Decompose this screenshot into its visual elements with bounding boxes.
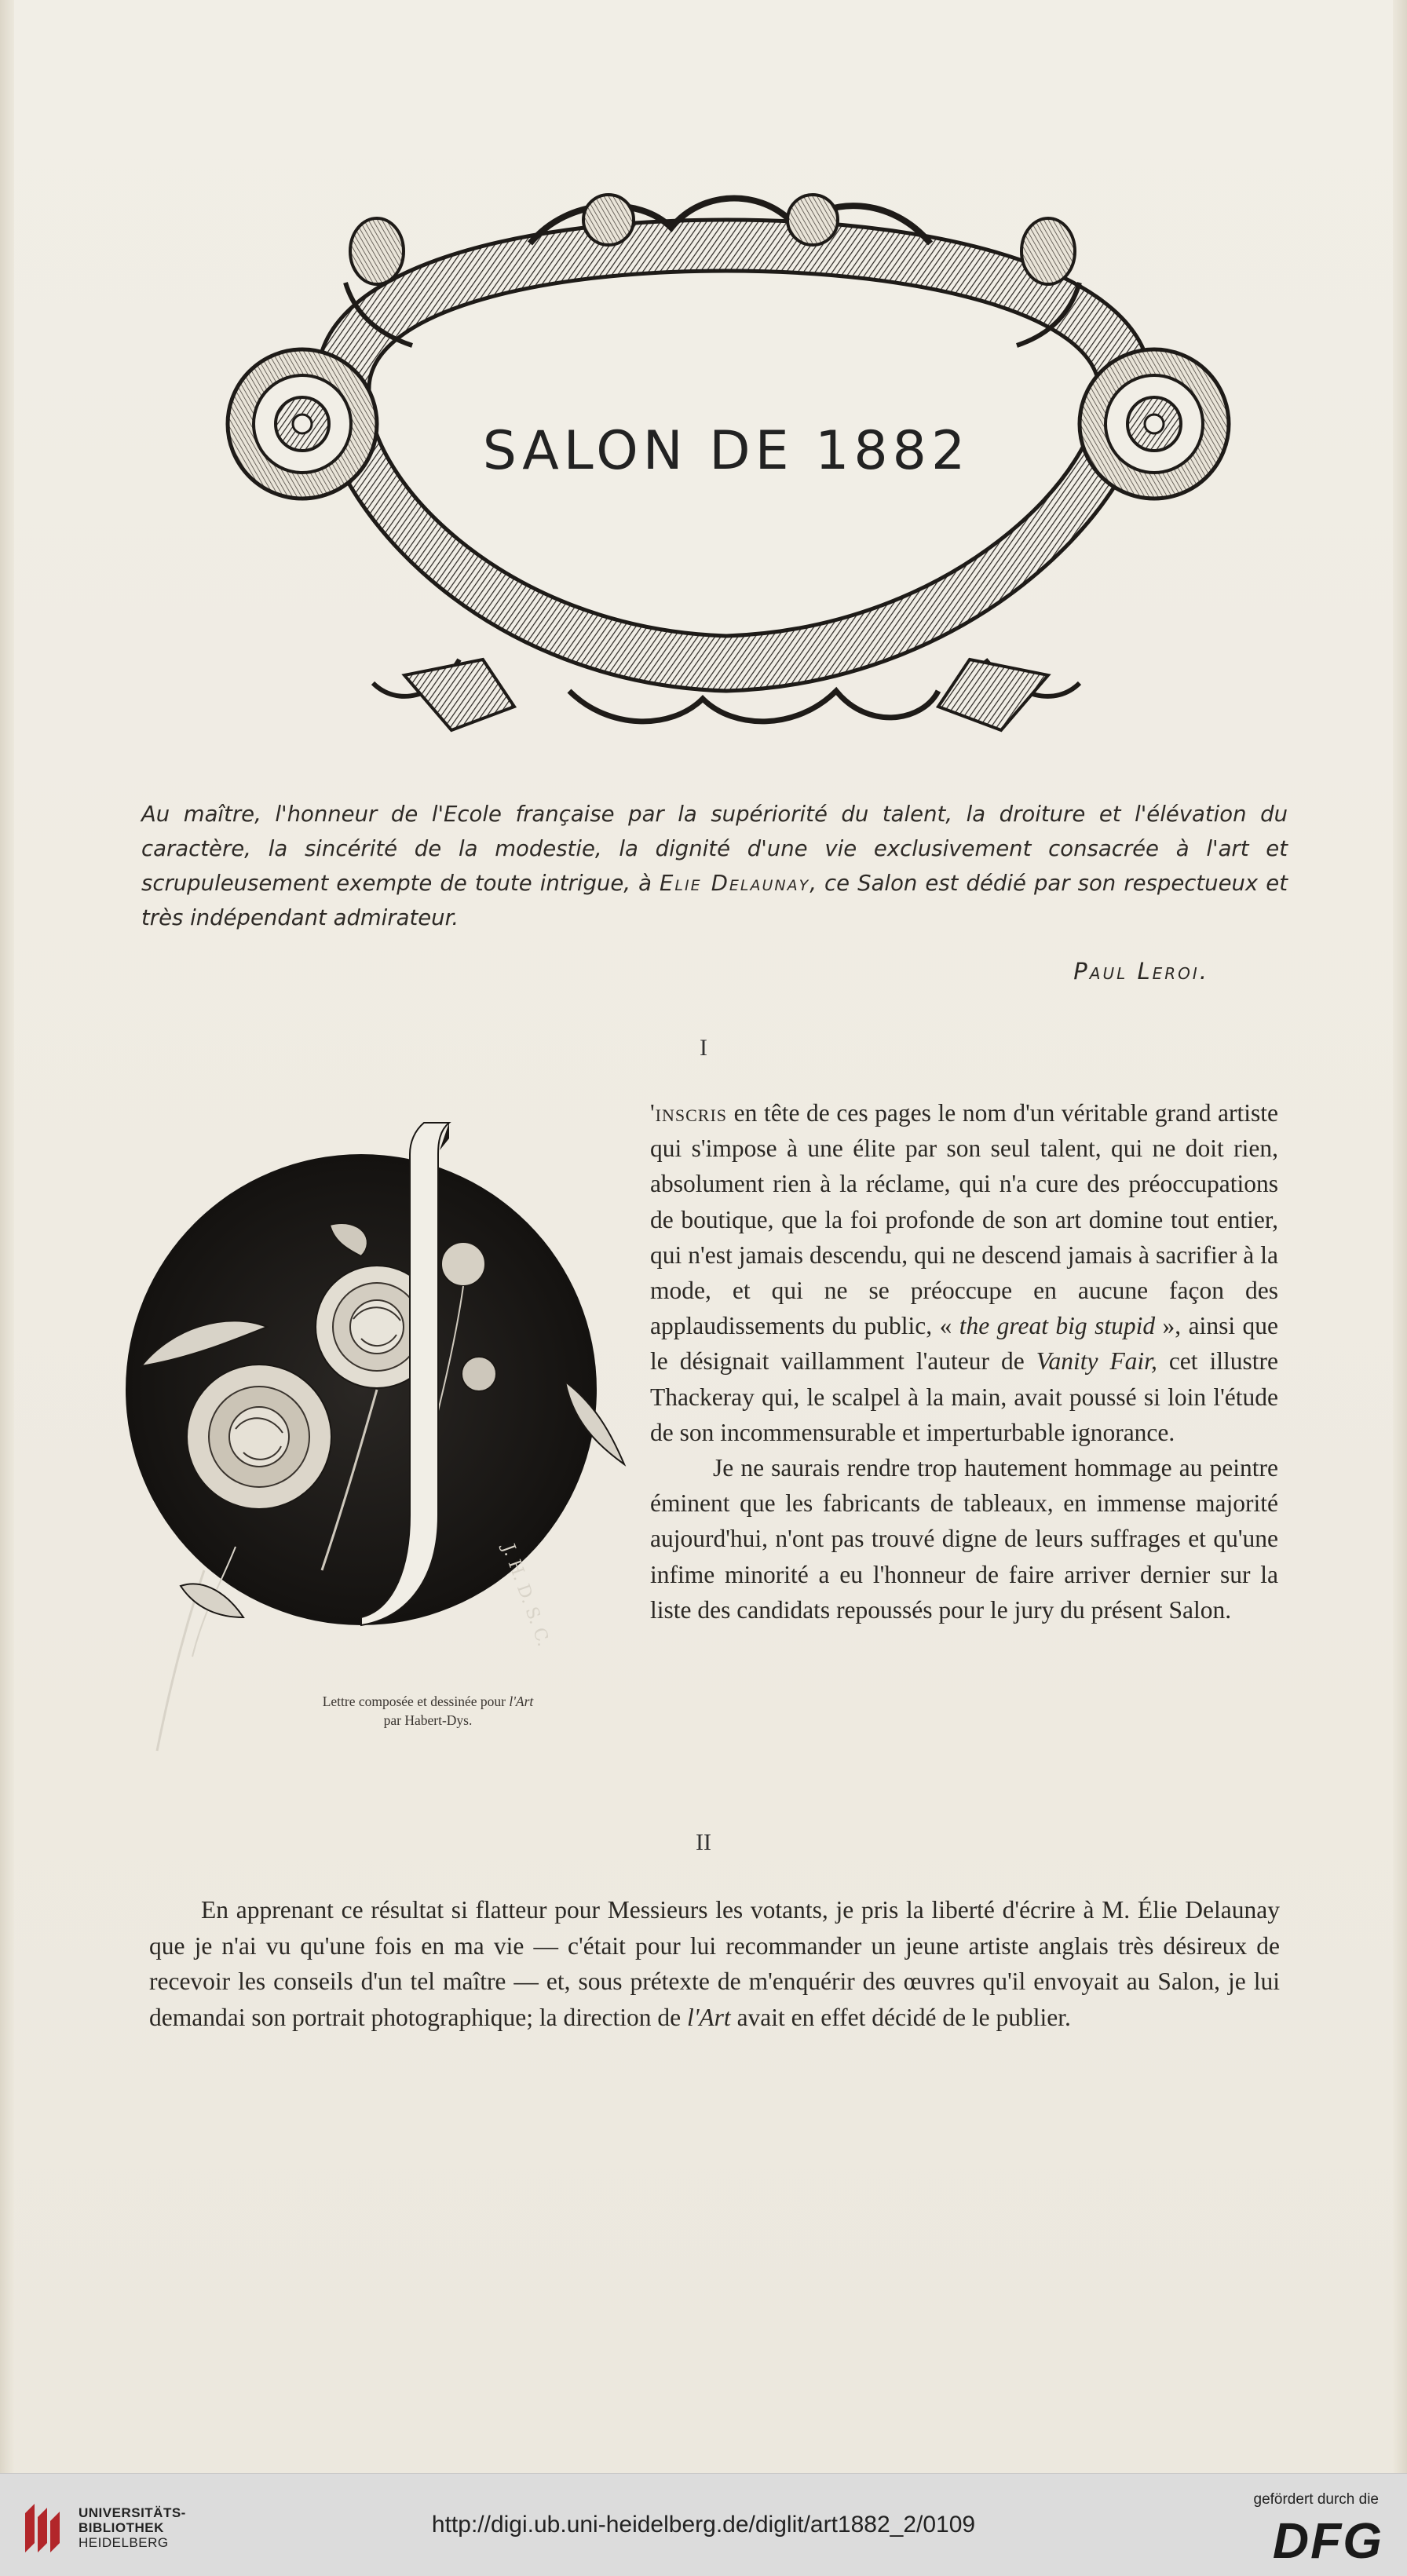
- book-title: Vanity Fair,: [1036, 1347, 1157, 1376]
- library-name-line: BIBLIOTHEK: [79, 2520, 164, 2535]
- library-name-line: UNIVERSITÄTS-: [79, 2505, 186, 2520]
- illustration-caption: [259, 1692, 597, 1730]
- paragraph-text: avait en effet décidé de le publier.: [730, 2003, 1071, 2031]
- title-cartouche: [200, 188, 1252, 738]
- section-number-1: I: [700, 1035, 707, 1061]
- section-number-2: II: [696, 1829, 711, 1855]
- artist-monogram: J. H. D. S. C.: [498, 1541, 554, 1650]
- page-title: SALON DE 1882: [482, 420, 970, 482]
- dedication-signature: Paul Leroi.: [1073, 958, 1209, 985]
- paragraph: [650, 1095, 1278, 1450]
- dfg-logo[interactable]: DFG: [1272, 2512, 1383, 2569]
- funded-by-text: gefördert durch die: [1253, 2491, 1379, 2508]
- dedication-name: Elie Delaunay: [660, 871, 810, 896]
- paragraph-text: », ainsi que le désignait vaillamment l'auteur de: [650, 1312, 1278, 1376]
- section-2-text: [149, 1892, 1280, 2035]
- paragraph: Je ne saurais rendre trop hautement hommage au peintre éminent que les fabricants de tableaux, en immense majorité aujourd'hui, n'ont pas trouvé digne de leurs suffrages et qu'une infime minorité a eu l'honneur de faire arriver dernier sur la liste des candidats repoussés pour le jury du présent Salon.: [650, 1454, 1278, 1624]
- caption-author: par Habert-Dys.: [383, 1712, 473, 1728]
- lead-word: 'inscris: [650, 1099, 728, 1127]
- paragraph-text: cet illustre Thackeray qui, le scalpel à la main, avait poussé si loin l'étude de son incommensurable et imperturbable ignorance.: [650, 1347, 1279, 1446]
- dedication-text-1: Au maître, l'honneur de l'Ecole française par la supériorité du talent, la droiture et l'élévation du caractère, la sincérité de la modestie, la dignité d'une vie exclusivement consacrée à l'art et scrupuleusement exempte de toute intrigue, à: [141, 802, 1288, 896]
- permalink-url[interactable]: http://digi.ub.uni-heidelberg.de/diglit/art1882_2/0109: [431, 2512, 976, 2538]
- library-name-line: HEIDELBERG: [79, 2535, 169, 2550]
- page-edge-left: [0, 0, 14, 2473]
- section-1-text: [650, 1095, 1278, 1628]
- dedication-text-2: , ce Salon est dédié par son respectueux et très indépendant admirateur.: [141, 871, 1288, 930]
- caption-text: Lettre composée et dessinée pour: [322, 1694, 510, 1709]
- page-edge-right: [1393, 0, 1407, 2473]
- paragraph-text: En apprenant ce résultat si flatteur pour Messieurs les votants, je pris la liberté d'écrire à M. Élie Delaunay que je n'ai vu qu'une fois en ma vie — c'était pour lui recommander un jeune artiste anglais très désireux de recevoir les conseils d'un tel maître — et, sous prétexte de m'enquérir des œuvres qu'il envoyait au Salon, je lui demandai son portrait photographique; la direction de: [149, 1896, 1280, 2031]
- drop-cap-illustration: [126, 1107, 636, 1759]
- caption-journal: l'Art: [509, 1694, 534, 1709]
- viewer-footer: [0, 2473, 1407, 2576]
- dedication: [141, 797, 1288, 935]
- quote-text: the great big stupid: [959, 1312, 1156, 1340]
- floral-j-letter: [126, 1107, 636, 1759]
- paragraph-text: en tête de ces pages le nom d'un véritable grand artiste qui s'impose à une élite par son seul talent, qui ne doit rien, absolument rien à la réclame, qui n'a cure des préoccupations de boutique, que la foi profonde de son art domine tout entier, qui n'est jamais descendu, qui ne descend jamais à sacrifier à la mode, et qui ne se préoccupe en aucune façon des applaudissements du public, «: [650, 1099, 1278, 1340]
- journal-title: l'Art: [686, 2003, 731, 2031]
